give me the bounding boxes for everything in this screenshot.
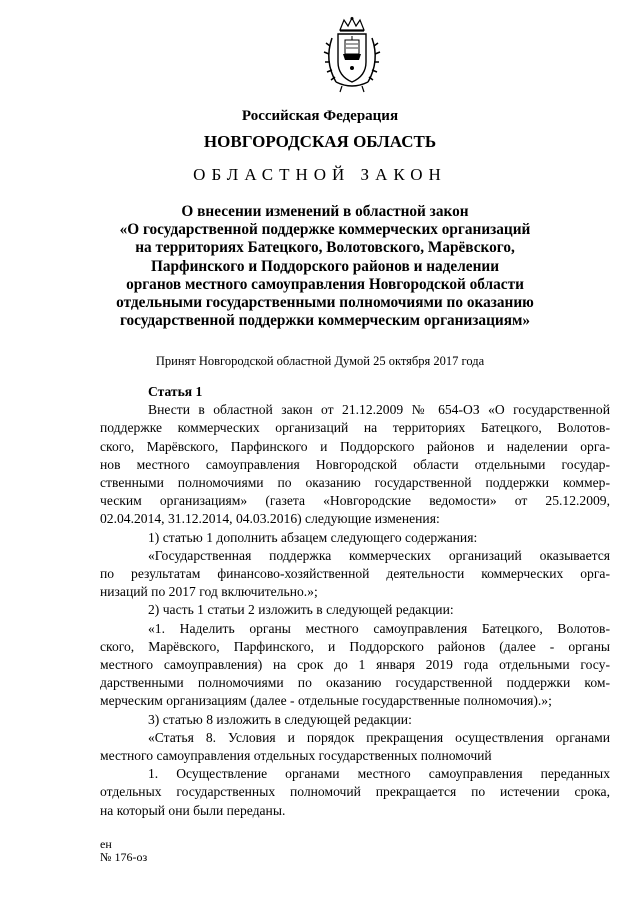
- text-line: местного самоуправления отдельных государственных полномочий: [100, 748, 492, 764]
- executor-initials: ен: [100, 837, 112, 851]
- text-line: дарственными полномочиями по оказанию государственной поддержки ком-: [100, 675, 610, 691]
- law-number: № 176-оз: [100, 850, 148, 864]
- text-line: низаций по 2017 год включительно.»;: [100, 584, 318, 600]
- title-line: отдельными государственными полномочиями по оказанию: [116, 294, 534, 312]
- law-title: [60, 203, 590, 330]
- text-line: ского, Марёвского, Парфинского, и Поддорского районов (далее - органы: [100, 638, 610, 654]
- title-line: О внесении изменений в областной закон: [181, 203, 469, 220]
- title-line: Парфинского и Поддорского районов и наделении: [150, 257, 500, 275]
- article-heading: Статья 1: [148, 384, 203, 399]
- adoption-note: Принят Новгородской областной Думой 25 октября 2017 года: [155, 354, 485, 368]
- region-name: НОВГОРОДСКАЯ ОБЛАСТЬ: [203, 132, 437, 151]
- text-line: мерческим организациям (далее - отдельные государственные полномочия).»;: [100, 693, 552, 709]
- text-line: 2) часть 1 статьи 2 изложить в следующей редакции:: [148, 602, 454, 618]
- text-line: нов местного самоуправления Новгородской области отдельными государ-: [100, 456, 610, 472]
- article-body: [100, 383, 610, 820]
- text-line: «Статья 8. Условия и порядок прекращения осуществления органами: [148, 729, 610, 745]
- text-line: Внести в областной закон от 21.12.2009 № 654-ОЗ «О государственной: [148, 402, 610, 418]
- text-line: 02.04.2014, 31.12.2014, 04.03.2016) следующие изменения:: [100, 511, 440, 527]
- text-line: отдельных государственных полномочий прекращается по истечении срока,: [100, 784, 610, 800]
- title-line: государственной поддержки коммерческим организациям»: [119, 312, 531, 330]
- document-type: ОБЛАСТНОЙ ЗАКОН: [193, 165, 447, 184]
- text-line: «1. Наделить органы местного самоуправления Батецкого, Волотов-: [148, 620, 610, 636]
- text-line: на который они были переданы.: [100, 802, 286, 818]
- title-line: на территориях Батецкого, Волотовского, Марёвского,: [135, 239, 515, 257]
- text-line: 1) статью 1 дополнить абзацем следующего содержания:: [148, 529, 478, 545]
- text-line: 1. Осуществление органами местного самоуправления переданных: [148, 766, 610, 782]
- title-line: органов местного самоуправления Новгородской области: [126, 275, 524, 293]
- coat-of-arms-emblem: [322, 16, 382, 94]
- title-line: «О государственной поддержке коммерческих организаций: [119, 221, 531, 239]
- country-name: Российская Федерация: [241, 108, 399, 124]
- text-line: местного самоуправления) на срок до 1 января 2019 года отдельными госу-: [100, 657, 610, 673]
- text-line: 3) статью 8 изложить в следующей редакции:: [148, 711, 412, 727]
- text-line: по результатам финансово-хозяйственной деятельности коммерческих орга-: [100, 566, 610, 582]
- text-line: поддержке коммерческих организаций на территориях Батецкого, Волотов-: [100, 420, 610, 436]
- document-footer: [100, 838, 147, 864]
- text-line: ственными полномочиями по оказанию государственной поддержки коммер-: [100, 475, 610, 491]
- text-line: «Государственная поддержка коммерческих организаций оказывается: [148, 547, 610, 563]
- text-line: ческим организациям» (газета «Новгородские ведомости» от 25.12.2009,: [100, 493, 610, 509]
- text-line: ского, Марёвского, Парфинского и Поддорского районов и наделении орга-: [100, 438, 610, 454]
